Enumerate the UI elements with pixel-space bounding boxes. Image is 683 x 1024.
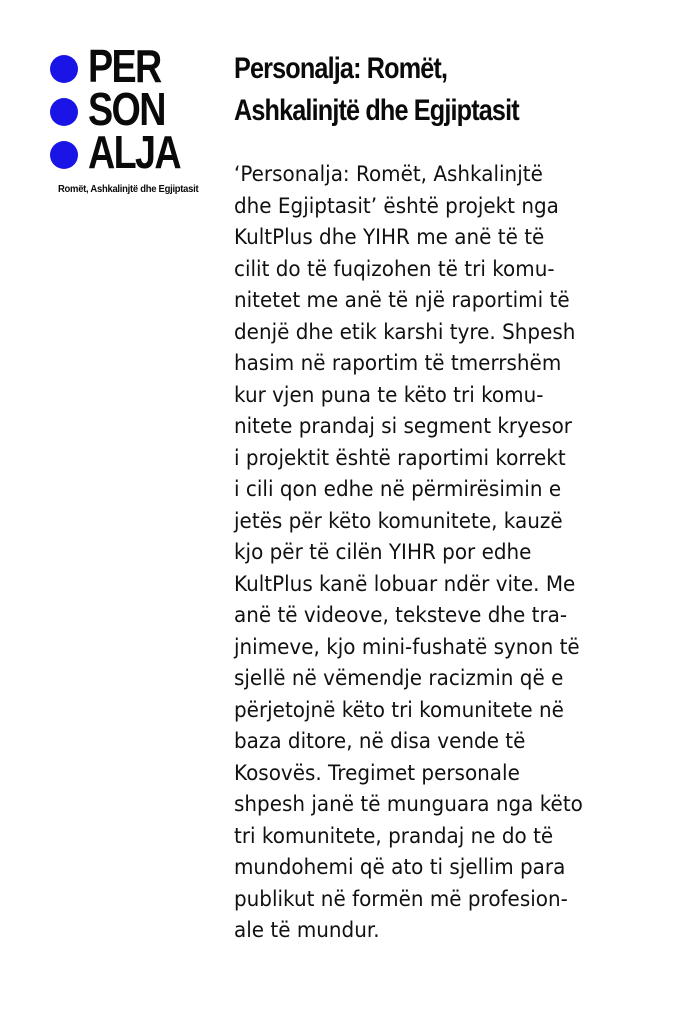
body-line: përjetojnë këto tri komunitete në xyxy=(234,697,564,722)
body-line: nitetet me anë të një raportimi të xyxy=(234,288,570,312)
personalja-logo xyxy=(50,40,200,197)
body-line: cilit do të fuqizohen të tri komu- xyxy=(234,256,555,281)
body-line: i cili qon edhe në përmirësimin e xyxy=(234,477,562,501)
body-line: jnimeve, kjo mini-fushatë synon të xyxy=(234,634,580,659)
logo-word: SON xyxy=(88,83,165,135)
body-line: hasim në raportim të tmerrshëm xyxy=(234,351,562,375)
body-line: baza ditore, në disa vende të xyxy=(234,729,526,753)
title-line: Personalja: Romët, xyxy=(234,52,448,85)
logo-subtitle: Romët, Ashkalinjtë dhe Egjiptasit xyxy=(58,183,199,195)
body-line: anë të videove, teksteve dhe tra- xyxy=(234,603,568,627)
body-line: kur vjen puna te këto tri komu- xyxy=(234,382,544,407)
body-line: jetës për këto komunitete, kauzë xyxy=(234,508,563,533)
body-line: denjë dhe etik karshi tyre. Shpesh xyxy=(234,319,576,344)
body-line: dhe Egjiptasit’ është projekt nga xyxy=(234,193,559,218)
blue-dot-icon xyxy=(50,141,78,169)
body-line: KultPlus kanë lobuar ndër vite. Me xyxy=(234,571,576,596)
body-line: publikut në formën më profesion- xyxy=(234,886,568,911)
body-line: nitete prandaj si segment kryesor xyxy=(234,414,572,438)
body-line: sjellë në vëmendje racizmin që e xyxy=(234,666,564,690)
page-title xyxy=(234,48,587,132)
blue-dot-icon xyxy=(50,98,78,126)
logo-word: ALJA xyxy=(88,126,180,178)
body-line: shpesh janë të munguara nga këto xyxy=(234,792,583,816)
body-line: Kosovës. Tregimet personale xyxy=(234,760,520,785)
body-line: tri komunitete, prandaj ne do të xyxy=(234,823,554,848)
body-line: KultPlus dhe YIHR me anë të të xyxy=(234,225,545,249)
body-line: kjo për të cilën YIHR por edhe xyxy=(234,540,532,564)
body-paragraph xyxy=(234,159,624,947)
body-line: i projektit është raportimi korrekt xyxy=(234,445,566,470)
logo-word: PER xyxy=(88,40,161,92)
body-line: mundohemi që ato ti sjellim para xyxy=(234,855,566,879)
blue-dot-icon xyxy=(50,55,78,83)
body-line: ‘Personalja: Romët, Ashkalinjtë xyxy=(234,162,543,186)
title-line: Ashkalinjtë dhe Egjiptasit xyxy=(234,94,519,127)
body-line: ale të mundur. xyxy=(234,918,380,942)
